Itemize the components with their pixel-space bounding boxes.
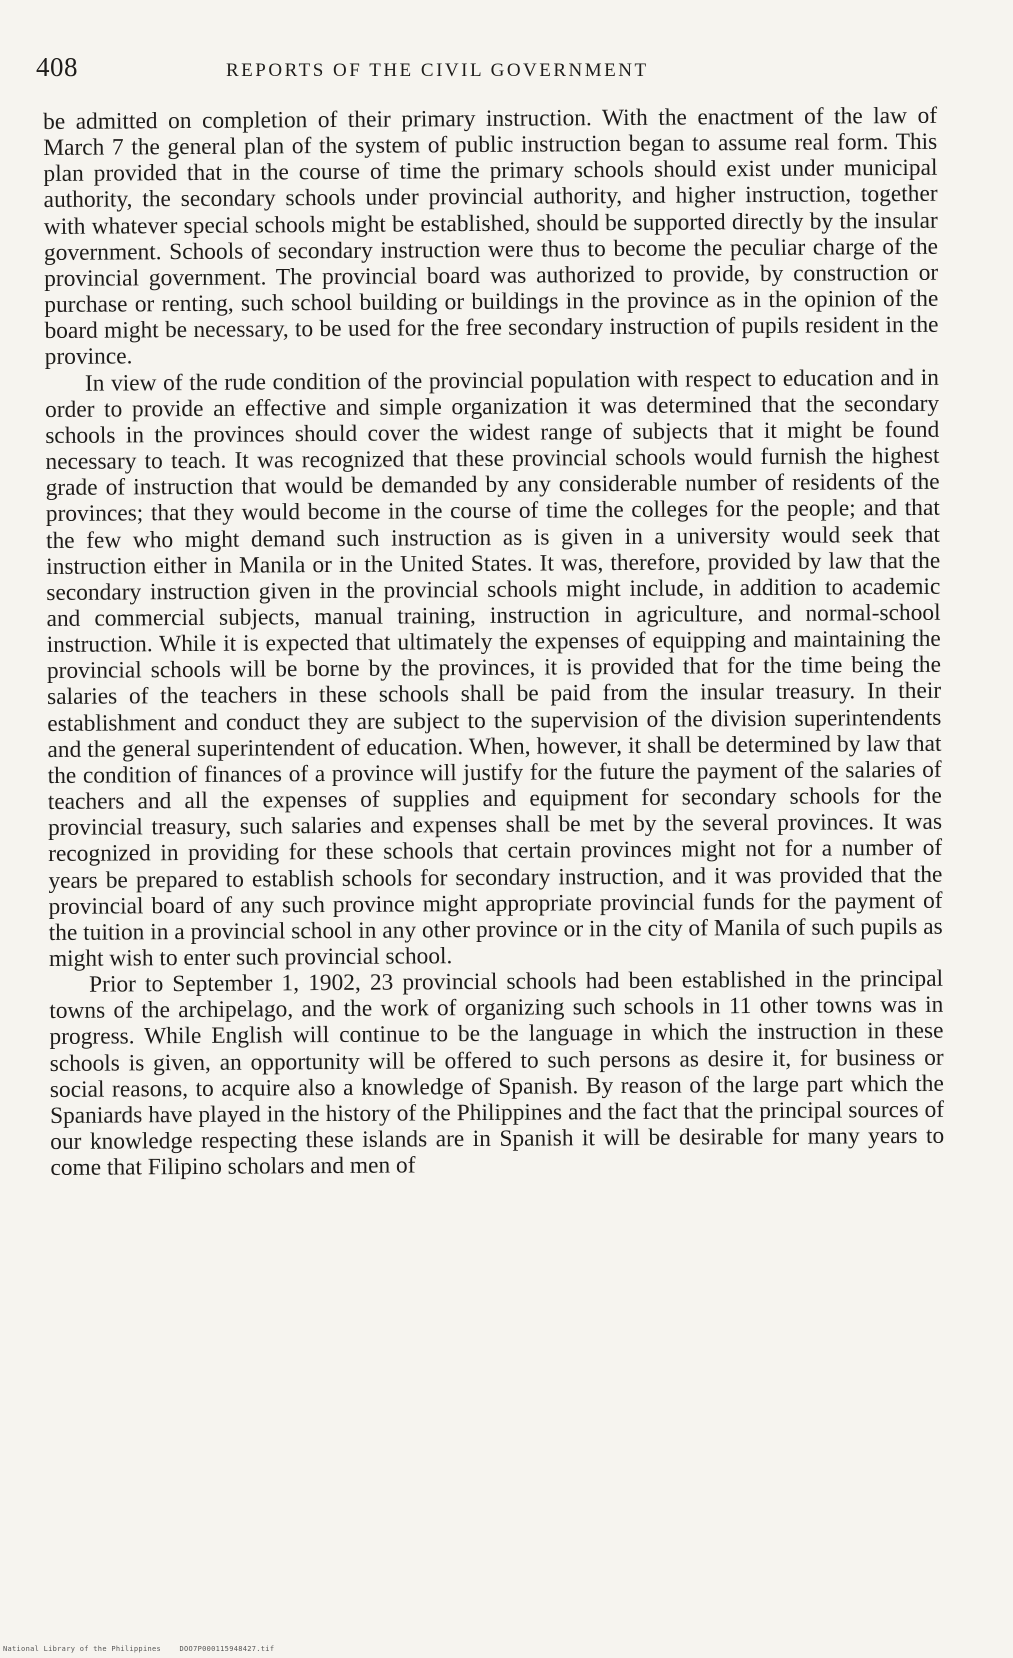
body-text	[43, 103, 944, 1182]
paragraph-provincial-organization: In view of the rude condition of the provincial population with respect to education and in order to provide an effective and simple organization it was determined that the secondary schools in the provinces should cover the widest range of subjects that it might be found necessary to teach. It was recognized that these provincial schools would furnish the highest grade of instruction that would be demanded by any considerable number of residents of the provinces; that they would become in the course of time the colleges for the people; and that the few who might demand such instruction as is given in a university would seek that instruction either in Manila or in the United States. It was, therefore, provided by law that the secondary instruction given in the provincial schools might include, in addition to academic and commercial subjects, manual training, instruction in agriculture, and normal-school instruction. While it is expected that ultimately the expenses of equipping and maintaining the provincial schools will be borne by the provinces, it is provided that for the time being the salaries of the teachers in these schools shall be paid from the insular treasury. In their establishment and conduct they are subject to the supervision of the division superintendents and the general superintendent of education. When, however, it shall be determined by law that the condition of finances of a province will justify for the future the payment of the salaries of teachers and all the expenses of supplies and equipment for secondary schools for the provincial treasury, such salaries and expenses shall be met by the several provinces. It was recognized in providing for these schools that certain provinces might not for a number of years be prepared to establish schools for secondary instruction, and it was provided that the provincial board of any such province might appropriate provincial funds for the payment of the tuition in a provincial school in any other province or in the city of Manila of such pupils as might wish to enter such provincial school.	[45, 364, 943, 972]
scan-file-id: DOO7P000115948427.tif	[179, 1645, 275, 1653]
paragraph-continuation: be admitted on completion of their primary instruction. With the enactment of the law of March 7 the general plan of the system of public instruction began to assume real form. This plan provided that in the course of time the primary schools should exist under municipal authority, the secondary schools under provincial authority, and higher instruction, together with whatever special schools might be established, should be supported directly by the insular government. Schools of secondary instruction were thus to become the peculiar charge of the provincial government. The provincial board was authorized to provide, by construction or purchase or renting, such school building or buildings in the province as in the opinion of the board might be necessary, to be used for the free secondary instruction of pupils resident in the province.	[43, 102, 939, 371]
scan-footer	[3, 1645, 274, 1653]
running-head: REPORTS OF THE CIVIL GOVERNMENT	[226, 60, 649, 81]
library-credit: National Library of the Philippines	[3, 1645, 162, 1653]
paragraph-provincial-schools-established: Prior to September 1, 1902, 23 provincial schools had been established in the principal towns of the archipelago, and the work of organizing such schools in 11 other towns was in progress. While English will continue to be the language in which the instruction in these schools is given, an opportunity will be offered to such persons as desire it, for business or social reasons, to acquire also a knowledge of Spanish. By reason of the large part which the Spaniards have played in the history of the Philippines and the fact that the principal sources of our knowledge respecting these islands are in Spanish it will be desirable for many years to come that Filipino scholars and men of	[49, 965, 945, 1182]
page-header	[36, 52, 936, 92]
page-number: 408	[36, 52, 78, 82]
